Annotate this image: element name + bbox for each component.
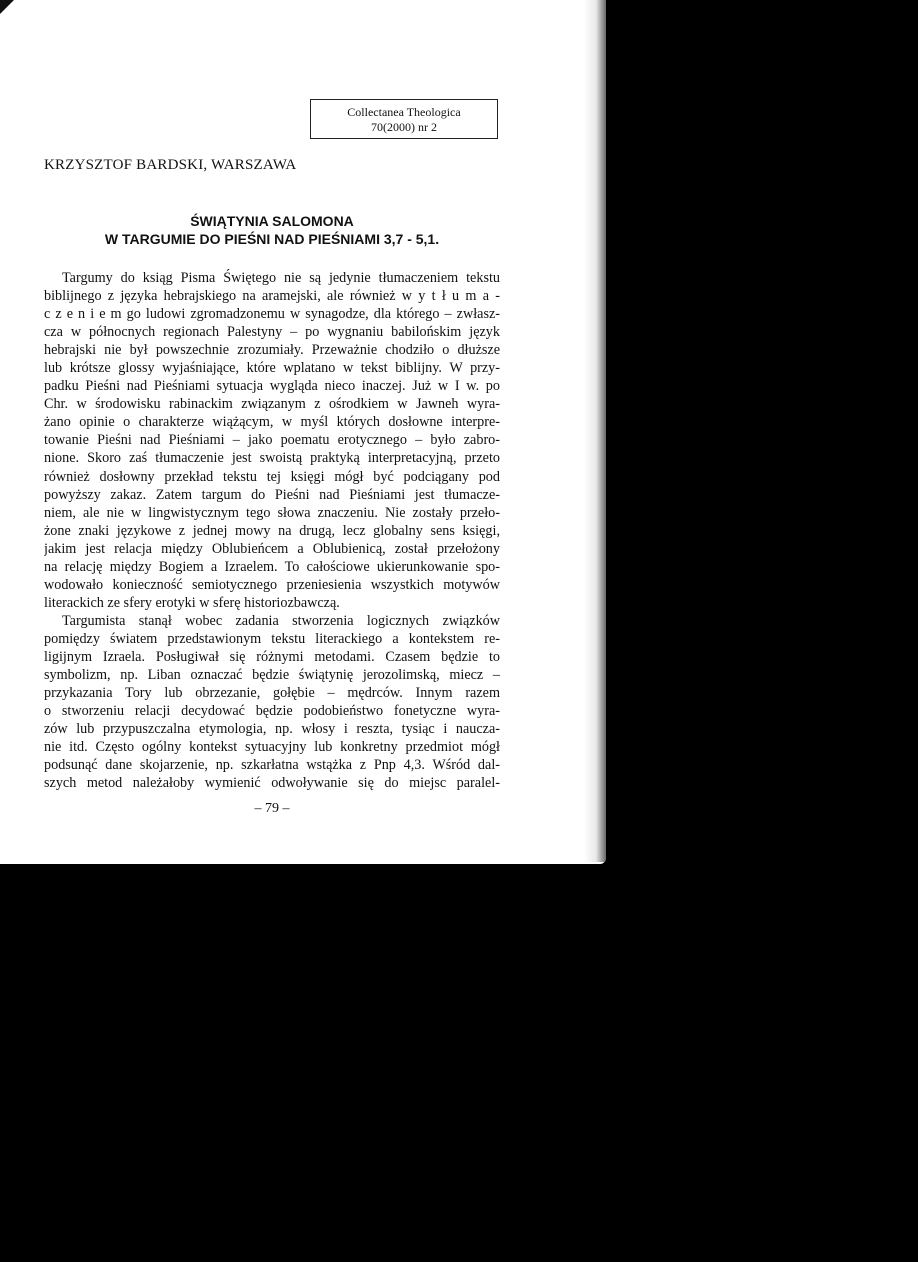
body-line: jakim jest relacja między Oblubieńcem a Oblubienicą, został przełożony bbox=[44, 540, 500, 557]
body-line: nie itd. Często ogólny kontekst sytuacyjny lub konkretny przedmiot mógł bbox=[44, 739, 500, 756]
body-line: podsunąć dane skojarzenie, np. szkarłatna wstążka z Pnp 4,3. Wśród dal- bbox=[44, 757, 500, 774]
body-line: literackich ze sfery erotyki w sferę historiozbawczą. bbox=[44, 594, 340, 611]
body-line: biblijnego z języka hebrajskiego na aramejski, ale również w y t ł u m a - bbox=[44, 288, 500, 305]
body-line: symbolizm, np. Liban oznaczać będzie świątynię jerozolimską, miecz – bbox=[44, 667, 500, 684]
body-line: Chr. w środowisku rabinackim związanym z ośrodkiem w Jawneh wyra- bbox=[44, 396, 500, 413]
body-line: szych metod należałoby wymienić odwoływanie się do miejsc paralel- bbox=[44, 775, 500, 792]
author-line: KRZYSZTOF BARDSKI, WARSZAWA bbox=[44, 157, 297, 173]
article-body bbox=[44, 269, 500, 792]
document-page bbox=[0, 0, 606, 864]
body-line: żano opinie o charakterze wiążącym, w myśl których dosłowne interpre- bbox=[44, 414, 500, 431]
corner-scan-mark bbox=[0, 0, 14, 14]
body-line: hebrajski nie był powszechnie zrozumiały. Przeważnie chodziło o dłuższe bbox=[44, 342, 500, 359]
body-line: c z e n i e m go ludowi zgromadzonemu w synagodze, dla którego – zwłasz- bbox=[44, 306, 500, 323]
body-line: niem, ale nie w lingwistycznym tego słowa znaczeniu. Nie zostały przeło- bbox=[44, 504, 500, 521]
body-line: Targumy do ksiąg Pisma Świętego nie są jedynie tłumaczeniem tekstu bbox=[62, 270, 500, 286]
body-line: na relację między Bogiem a Izraelem. To całościowe ukierunkowanie spo- bbox=[44, 558, 500, 575]
body-line: wodowało konieczność semiotycznego przeniesienia wszystkich motywów bbox=[44, 576, 500, 593]
body-line: również dosłowny przekład tekstu tej księgi mógł być podciągany pod bbox=[44, 468, 500, 485]
body-line: ligijnym Izraela. Posługiwał się różnymi metodami. Czasem będzie to bbox=[44, 648, 500, 665]
article-title bbox=[44, 212, 500, 248]
journal-header-box bbox=[310, 99, 498, 139]
body-line: Targumista stanął wobec zadania stworzenia logicznych związków bbox=[62, 612, 500, 629]
binding-shadow bbox=[584, 0, 606, 862]
body-line: padku Pieśni nad Pieśniami sytuacja wygląda nieco inaczej. Już w I w. po bbox=[44, 378, 500, 395]
title-line-1: ŚWIĄTYNIA SALOMONA bbox=[190, 213, 354, 229]
journal-issue: 70(2000) nr 2 bbox=[371, 120, 437, 134]
title-line-2: W TARGUMIE DO PIEŚNI NAD PIEŚNIAMI 3,7 - 5,1. bbox=[104, 231, 440, 247]
body-line: towanie Pieśni nad Pieśniami – jako poematu erotycznego – było zabro- bbox=[44, 432, 500, 449]
body-line: przykazania Tory lub obrzezanie, gołębie – mędrców. Innym razem bbox=[44, 685, 500, 702]
body-line: powyższy zakaz. Zatem targum do Pieśni nad Pieśniami jest tłumacze- bbox=[44, 486, 500, 503]
body-line: zów lub przypuszczalna etymologia, np. włosy i reszta, tysiąc i naucza- bbox=[44, 721, 500, 738]
body-line: nione. Skoro zaś tłumaczenie jest swoistą praktyką interpretacyjną, przeto bbox=[44, 450, 500, 467]
journal-name: Collectanea Theologica bbox=[347, 105, 461, 119]
body-line: cza w północnych regionach Palestyny – po wygnaniu babilońskim język bbox=[44, 324, 500, 341]
body-line: o stworzeniu relacji decydować będzie podobieństwo fonetyczne wyra- bbox=[44, 703, 500, 720]
body-line: pomiędzy światem przedstawionym tekstu literackiego a kontekstem re- bbox=[44, 630, 500, 647]
page-number: – 79 – bbox=[254, 801, 290, 816]
body-line: żone znaki językowe z jednej mowy na drugą, lecz globalny sens księgi, bbox=[44, 522, 500, 539]
body-line: lub krótsze glossy wyjaśniające, które wplatano w tekst biblijny. W przy- bbox=[44, 360, 500, 377]
